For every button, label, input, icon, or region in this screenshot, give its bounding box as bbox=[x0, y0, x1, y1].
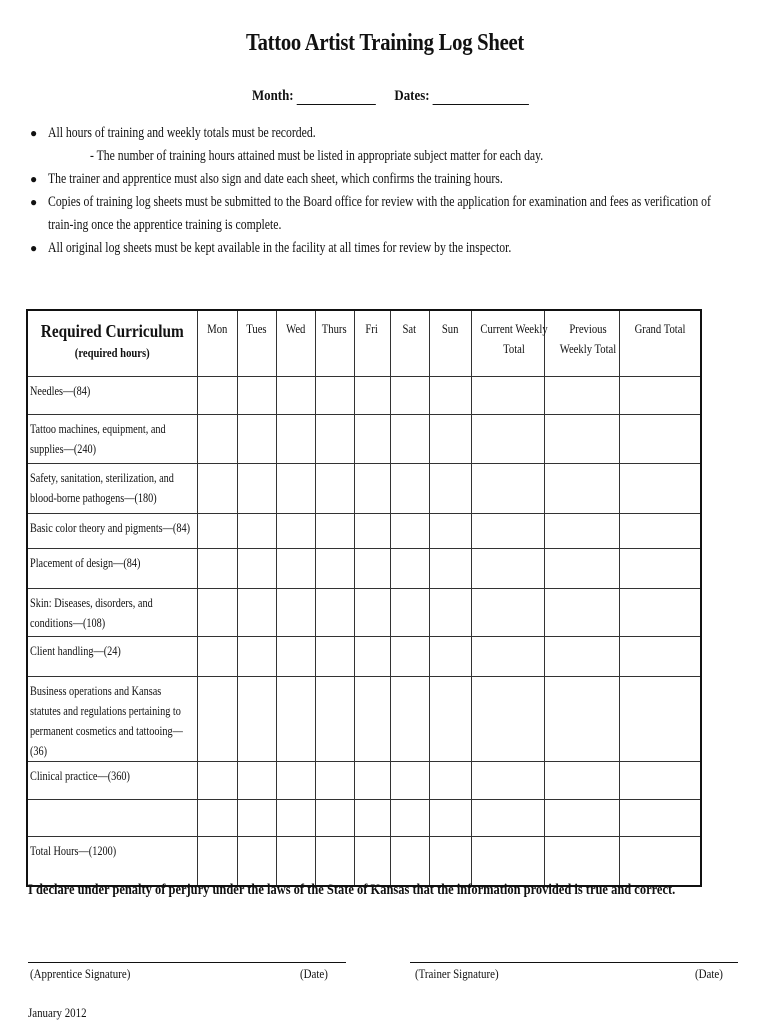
bullet-icon: ● bbox=[30, 172, 38, 186]
hours-cell[interactable] bbox=[197, 376, 237, 414]
column-header-sat: Sat bbox=[390, 310, 429, 376]
hours-cell[interactable] bbox=[237, 548, 276, 588]
table-row bbox=[27, 463, 701, 513]
hours-cell[interactable] bbox=[390, 799, 429, 836]
table-row bbox=[27, 761, 701, 799]
hours-cell[interactable] bbox=[429, 414, 471, 463]
hours-cell[interactable] bbox=[390, 676, 429, 761]
hours-cell[interactable] bbox=[429, 548, 471, 588]
hours-cell[interactable] bbox=[315, 376, 354, 414]
curriculum-subject-label: Client handling—(24) bbox=[30, 643, 121, 658]
hours-cell[interactable] bbox=[237, 463, 276, 513]
curriculum-subject-label: Needles—(84) bbox=[30, 383, 91, 398]
hours-cell[interactable] bbox=[544, 548, 619, 588]
hours-cell[interactable] bbox=[429, 836, 471, 886]
instructions-list bbox=[28, 122, 738, 260]
hours-cell[interactable] bbox=[544, 799, 619, 836]
dates-label: Dates: bbox=[394, 88, 430, 104]
instruction-item: ● Copies of training log sheets must be submitted to the Board office for review with the application for examination and fees as verification of train-ing once the apprentice training is complete. bbox=[28, 191, 738, 237]
column-header-tues: Tues bbox=[237, 310, 276, 376]
hours-cell[interactable] bbox=[315, 588, 354, 636]
hours-cell[interactable] bbox=[276, 799, 315, 836]
hours-cell[interactable] bbox=[354, 836, 390, 886]
hours-cell[interactable] bbox=[315, 761, 354, 799]
column-header-previous-weekly-total: Previous Weekly Total bbox=[544, 310, 619, 376]
hours-cell[interactable] bbox=[197, 676, 237, 761]
hours-cell[interactable] bbox=[276, 513, 315, 548]
curriculum-subject bbox=[27, 513, 197, 548]
hours-cell[interactable] bbox=[237, 588, 276, 636]
hours-cell[interactable] bbox=[471, 761, 544, 799]
table-row bbox=[27, 676, 701, 761]
hours-cell[interactable] bbox=[429, 463, 471, 513]
curriculum-subject-label: Clinical practice—(360) bbox=[30, 768, 130, 783]
curriculum-subject bbox=[27, 376, 197, 414]
hours-cell[interactable] bbox=[237, 676, 276, 761]
trainer-signature-label: (Trainer Signature) bbox=[415, 966, 499, 981]
hours-cell[interactable] bbox=[429, 376, 471, 414]
curriculum-subject bbox=[27, 836, 197, 886]
hours-cell[interactable] bbox=[237, 799, 276, 836]
hours-cell[interactable] bbox=[237, 836, 276, 886]
hours-cell[interactable] bbox=[619, 376, 701, 414]
revision-date: January 2012 bbox=[28, 1005, 87, 1020]
training-log-table bbox=[26, 309, 702, 887]
month-field[interactable] bbox=[297, 90, 376, 105]
hours-cell[interactable] bbox=[471, 799, 544, 836]
table-row bbox=[27, 376, 701, 414]
hours-cell[interactable] bbox=[354, 636, 390, 676]
dates-field[interactable] bbox=[433, 90, 529, 105]
instruction-subitem: - The number of training hours attained must be listed in appropriate subject matter for each day. bbox=[90, 148, 544, 164]
column-header-wed: Wed bbox=[276, 310, 315, 376]
hours-cell[interactable] bbox=[390, 588, 429, 636]
hours-cell[interactable] bbox=[315, 836, 354, 886]
instruction-item: ● All original log sheets must be kept available in the facility at all times for review by the inspector. bbox=[28, 237, 738, 260]
curriculum-subject bbox=[27, 548, 197, 588]
hours-cell[interactable] bbox=[429, 636, 471, 676]
perjury-declaration: I declare under penalty of perjury under the laws of the State of Kansas that the information provided is true and correct. bbox=[28, 882, 676, 898]
table-row bbox=[27, 548, 701, 588]
hours-cell[interactable] bbox=[544, 761, 619, 799]
curriculum-subject bbox=[27, 761, 197, 799]
hours-cell[interactable] bbox=[237, 636, 276, 676]
hours-cell[interactable] bbox=[619, 588, 701, 636]
instruction-item: ● All hours of training and weekly totals must be recorded. bbox=[28, 122, 738, 145]
hours-cell[interactable] bbox=[237, 761, 276, 799]
hours-cell[interactable] bbox=[237, 414, 276, 463]
column-header-mon: Mon bbox=[197, 310, 237, 376]
hours-cell[interactable] bbox=[544, 636, 619, 676]
instruction-item: ● The trainer and apprentice must also sign and date each sheet, which confirms the training hours. bbox=[28, 168, 738, 191]
hours-cell[interactable] bbox=[354, 676, 390, 761]
hours-cell[interactable] bbox=[197, 513, 237, 548]
hours-cell[interactable] bbox=[429, 761, 471, 799]
trainer-signature-line[interactable] bbox=[410, 962, 738, 963]
hours-cell[interactable] bbox=[276, 836, 315, 886]
hours-cell[interactable] bbox=[315, 636, 354, 676]
bullet-icon: ● bbox=[30, 126, 38, 140]
hours-cell[interactable] bbox=[429, 676, 471, 761]
hours-cell[interactable] bbox=[544, 513, 619, 548]
hours-cell[interactable] bbox=[544, 676, 619, 761]
month-label: Month: bbox=[252, 88, 294, 104]
hours-cell[interactable] bbox=[354, 414, 390, 463]
hours-cell[interactable] bbox=[471, 676, 544, 761]
hours-cell[interactable] bbox=[276, 414, 315, 463]
hours-cell[interactable] bbox=[390, 548, 429, 588]
hours-cell[interactable] bbox=[354, 376, 390, 414]
hours-cell[interactable] bbox=[619, 761, 701, 799]
hours-cell[interactable] bbox=[619, 676, 701, 761]
curriculum-subject-label: Placement of design—(84) bbox=[30, 555, 141, 570]
hours-cell[interactable] bbox=[390, 836, 429, 886]
curriculum-subject bbox=[27, 588, 197, 636]
apprentice-signature-label: (Apprentice Signature) bbox=[30, 966, 131, 981]
hours-cell[interactable] bbox=[197, 548, 237, 588]
table-body bbox=[27, 376, 701, 886]
curriculum-subject bbox=[27, 676, 197, 761]
hours-cell[interactable] bbox=[276, 463, 315, 513]
hours-cell[interactable] bbox=[315, 548, 354, 588]
hours-cell[interactable] bbox=[619, 513, 701, 548]
period-line bbox=[252, 88, 529, 105]
hours-cell[interactable] bbox=[390, 636, 429, 676]
hours-cell[interactable] bbox=[471, 836, 544, 886]
curriculum-heading: Required Curriculum bbox=[40, 321, 184, 341]
hours-cell[interactable] bbox=[276, 376, 315, 414]
apprentice-signature-line[interactable] bbox=[28, 962, 346, 963]
hours-cell[interactable] bbox=[354, 548, 390, 588]
hours-cell[interactable] bbox=[197, 836, 237, 886]
curriculum-subject-label: Tattoo machines, equipment, and supplies—(240) bbox=[30, 421, 166, 456]
curriculum-subject bbox=[27, 463, 197, 513]
curriculum-subheading: (required hours) bbox=[74, 346, 150, 360]
curriculum-subject-label: Skin: Diseases, disorders, and conditions—(108) bbox=[30, 595, 153, 630]
table-row bbox=[27, 636, 701, 676]
hours-cell[interactable] bbox=[354, 588, 390, 636]
curriculum-subject-label: Safety, sanitation, sterilization, and blood-borne pathogens—(180) bbox=[30, 470, 174, 505]
hours-cell[interactable] bbox=[197, 414, 237, 463]
table-row bbox=[27, 414, 701, 463]
table-row bbox=[27, 799, 701, 836]
bullet-icon: ● bbox=[30, 195, 38, 209]
hours-cell[interactable] bbox=[544, 836, 619, 886]
hours-cell[interactable] bbox=[276, 548, 315, 588]
hours-cell[interactable] bbox=[390, 761, 429, 799]
hours-cell[interactable] bbox=[390, 513, 429, 548]
curriculum-subject bbox=[27, 636, 197, 676]
table-row bbox=[27, 513, 701, 548]
table-header-row bbox=[27, 310, 701, 376]
hours-cell[interactable] bbox=[544, 376, 619, 414]
column-header-sun: Sun bbox=[429, 310, 471, 376]
hours-cell[interactable] bbox=[237, 376, 276, 414]
hours-cell[interactable] bbox=[390, 414, 429, 463]
curriculum-subject bbox=[27, 414, 197, 463]
hours-cell[interactable] bbox=[619, 636, 701, 676]
curriculum-subject-label: Basic color theory and pigments—(84) bbox=[30, 520, 190, 535]
hours-cell[interactable] bbox=[471, 414, 544, 463]
trainer-date-label: (Date) bbox=[695, 966, 723, 981]
page-title: Tattoo Artist Training Log Sheet bbox=[245, 30, 525, 56]
hours-cell[interactable] bbox=[354, 761, 390, 799]
hours-cell[interactable] bbox=[429, 588, 471, 636]
hours-cell[interactable] bbox=[471, 588, 544, 636]
hours-cell[interactable] bbox=[197, 463, 237, 513]
hours-cell[interactable] bbox=[619, 799, 701, 836]
bullet-icon: ● bbox=[30, 241, 38, 255]
hours-cell[interactable] bbox=[276, 588, 315, 636]
hours-cell[interactable] bbox=[619, 836, 701, 886]
hours-cell[interactable] bbox=[429, 799, 471, 836]
hours-cell[interactable] bbox=[471, 548, 544, 588]
hours-cell[interactable] bbox=[315, 463, 354, 513]
hours-cell[interactable] bbox=[237, 513, 276, 548]
hours-cell[interactable] bbox=[429, 513, 471, 548]
hours-cell[interactable] bbox=[315, 513, 354, 548]
hours-cell[interactable] bbox=[354, 463, 390, 513]
column-header-thurs: Thurs bbox=[315, 310, 354, 376]
curriculum-subject bbox=[27, 799, 197, 836]
hours-cell[interactable] bbox=[315, 799, 354, 836]
hours-cell[interactable] bbox=[544, 414, 619, 463]
hours-cell[interactable] bbox=[390, 463, 429, 513]
hours-cell[interactable] bbox=[619, 548, 701, 588]
hours-cell[interactable] bbox=[276, 676, 315, 761]
curriculum-subject-label: Business operations and Kansas statutes and regulations pertaining to permanent cosmetics and tattooing—(36) bbox=[30, 683, 183, 758]
table-row bbox=[27, 588, 701, 636]
hours-cell[interactable] bbox=[471, 636, 544, 676]
hours-cell[interactable] bbox=[619, 463, 701, 513]
hours-cell[interactable] bbox=[354, 513, 390, 548]
hours-cell[interactable] bbox=[471, 376, 544, 414]
hours-cell[interactable] bbox=[390, 376, 429, 414]
curriculum-subject-label: Total Hours—(1200) bbox=[30, 843, 117, 858]
curriculum-header bbox=[27, 310, 197, 376]
hours-cell[interactable] bbox=[354, 799, 390, 836]
hours-cell[interactable] bbox=[276, 636, 315, 676]
hours-cell[interactable] bbox=[197, 588, 237, 636]
column-header-fri: Fri bbox=[354, 310, 390, 376]
column-header-grand-total: Grand Total bbox=[619, 310, 701, 376]
hours-cell[interactable] bbox=[471, 463, 544, 513]
column-header-current-weekly-total: Current Weekly Total bbox=[471, 310, 544, 376]
hours-cell[interactable] bbox=[197, 761, 237, 799]
hours-cell[interactable] bbox=[315, 414, 354, 463]
hours-cell[interactable] bbox=[276, 761, 315, 799]
apprentice-date-label: (Date) bbox=[300, 966, 328, 981]
hours-cell[interactable] bbox=[544, 588, 619, 636]
hours-cell[interactable] bbox=[619, 414, 701, 463]
hours-cell[interactable] bbox=[197, 636, 237, 676]
hours-cell[interactable] bbox=[197, 799, 237, 836]
hours-cell[interactable] bbox=[471, 513, 544, 548]
hours-cell[interactable] bbox=[315, 676, 354, 761]
hours-cell[interactable] bbox=[544, 463, 619, 513]
table-row bbox=[27, 836, 701, 886]
